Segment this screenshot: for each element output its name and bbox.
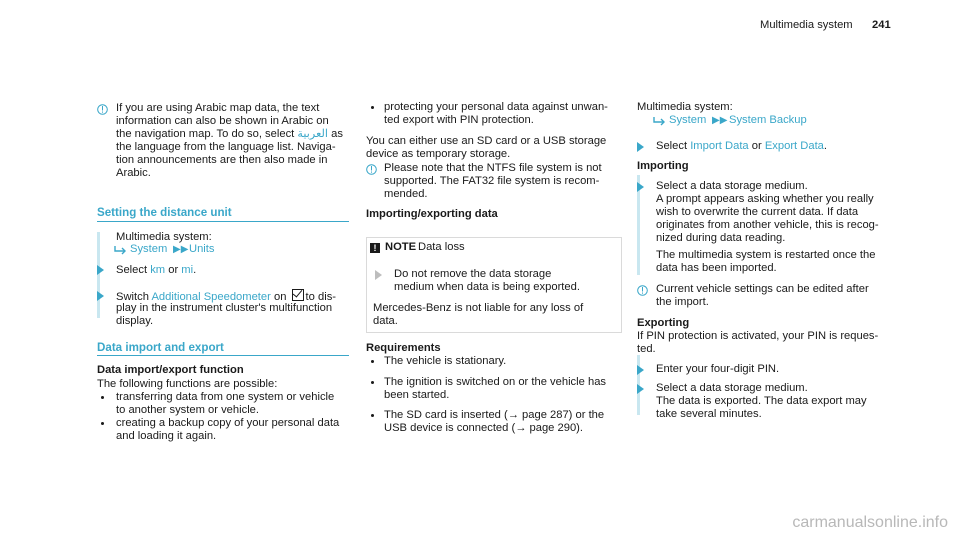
storage-text: You can either use an SD card or a USB storage	[366, 135, 607, 147]
section-rule	[97, 355, 349, 356]
path-system: System	[130, 243, 168, 255]
export-step-line: take several minutes.	[656, 408, 762, 420]
action-triangle-icon	[637, 384, 644, 394]
info-icon	[97, 104, 108, 115]
export-step-line: Select a data storage medium.	[656, 382, 808, 394]
import-step-line: originates from another vehicle, this is recog-	[656, 219, 879, 231]
double-chevron-icon: ▶▶	[712, 115, 728, 126]
header-title: Multimedia system	[760, 19, 853, 31]
arabic-option: العربية	[297, 128, 328, 140]
note-step-line: medium when data is being exported.	[394, 281, 580, 293]
menu-path-arrow-icon	[113, 245, 127, 255]
section-title-data-import: Data import and export	[97, 341, 224, 354]
export-step-line: Enter your four-digit PIN.	[656, 363, 780, 375]
bullet-text: to another system or vehicle.	[116, 404, 260, 416]
export-text-line: ted.	[637, 343, 656, 355]
subsection-title: Data import/export function	[97, 364, 244, 376]
bullet	[101, 422, 104, 425]
note-warning-icon: !	[370, 243, 380, 253]
requirement-text: The ignition is switched on or the vehicle has	[384, 376, 607, 388]
bullet-text: and loading it again.	[116, 430, 217, 442]
note-text-line: data.	[373, 315, 398, 327]
info-text-line: Arabic.	[116, 167, 151, 179]
double-chevron-icon: ▶▶	[173, 244, 189, 255]
requirement-text: The SD card is inserted (→ page 287) or the	[384, 409, 605, 421]
export-step-line: The data is exported. The data export may	[656, 395, 867, 407]
info-text-line: the navigation map. To do so, select العربية as	[116, 128, 343, 140]
info-text-line: tion announcements are then also made in	[116, 154, 328, 166]
step-switch-speedometer: Switch Additional Speedometer on to dis-	[116, 291, 337, 303]
km-option: km	[150, 264, 166, 276]
path-system: System	[669, 114, 707, 126]
requirement-text: USB device is connected (→ page 290).	[384, 422, 583, 434]
checkbox-checked-icon	[292, 289, 304, 301]
export-data-option: Export Data	[764, 140, 824, 152]
info-text-line: If you are using Arabic map data, the text	[116, 102, 320, 114]
note-text-line: Mercedes-Benz is not liable for any loss of	[373, 302, 584, 314]
path-units: Units	[189, 243, 215, 255]
info-text-line: mended.	[384, 188, 428, 200]
info-text-line: Please note that the NTFS file system is not	[384, 162, 602, 174]
bullet	[371, 360, 374, 363]
bullet-text: transferring data from one system or vehicle	[116, 391, 335, 403]
info-text-line: the import.	[656, 296, 709, 308]
info-text-line: information can also be shown in Arabic on	[116, 115, 329, 127]
subsection-title: Importing/exporting data	[366, 208, 498, 220]
requirements-title: Requirements	[366, 342, 441, 354]
info-icon	[637, 285, 648, 296]
path-system-backup: System Backup	[729, 114, 807, 126]
exporting-title: Exporting	[637, 317, 690, 329]
section-title-distance: Setting the distance unit	[97, 206, 232, 219]
section-rule	[97, 221, 349, 222]
steps-bar	[97, 232, 100, 318]
bullet	[371, 381, 374, 384]
bullet	[371, 106, 374, 109]
mi-option: mi	[181, 264, 194, 276]
step-text-line: display.	[116, 315, 154, 327]
note-label: NOTE	[385, 241, 417, 253]
step-select-unit: Select km or mi.	[116, 264, 197, 276]
export-text-line: If PIN protection is activated, your PIN is reques-	[637, 330, 879, 342]
import-step-line: nized during data reading.	[656, 232, 786, 244]
info-text-line: Current vehicle settings can be edited after	[656, 283, 869, 295]
info-text-line: supported. The FAT32 file system is recom-	[384, 175, 600, 187]
bullet	[371, 414, 374, 417]
import-step-line: Select a data storage medium.	[656, 180, 808, 192]
bullet	[101, 396, 104, 399]
menu-path-arrow-icon	[652, 116, 666, 126]
import-step-line: The multimedia system is restarted once the	[656, 249, 876, 261]
import-step-line: wish to overwrite the current data. If data	[656, 206, 859, 218]
info-text-line: the language from the language list. Naviga-	[116, 141, 336, 153]
importing-title: Importing	[637, 160, 689, 172]
note-title: Data loss	[418, 241, 465, 253]
bullet-text: protecting your personal data against unwan-	[384, 101, 608, 113]
bullet-text: ted export with PIN protection.	[384, 114, 534, 126]
action-triangle-icon	[375, 270, 382, 280]
action-triangle-icon	[637, 365, 644, 375]
watermark: carmanualsonline.info	[792, 513, 948, 531]
action-triangle-icon	[637, 182, 644, 192]
step-select-import-export: Select Import Data or Export Data.	[656, 140, 828, 152]
intro-text: The following functions are possible:	[97, 378, 278, 390]
step-text-line: play in the instrument cluster's multifunction	[116, 302, 333, 314]
import-step-line: A prompt appears asking whether you really	[656, 193, 874, 205]
action-triangle-icon	[97, 291, 104, 301]
path-intro: Multimedia system:	[116, 231, 212, 243]
action-triangle-icon	[637, 142, 644, 152]
note-step-line: Do not remove the data storage	[394, 268, 552, 280]
import-step-line: data has been imported.	[656, 262, 777, 274]
storage-text: device as temporary storage.	[366, 148, 511, 160]
action-triangle-icon	[97, 265, 104, 275]
additional-speedometer-option: Additional Speedometer	[151, 291, 271, 303]
import-data-option: Import Data	[690, 140, 749, 152]
requirement-text: The vehicle is stationary.	[384, 355, 507, 367]
path-intro: Multimedia system:	[637, 101, 733, 113]
bullet-text: creating a backup copy of your personal data	[116, 417, 340, 429]
requirement-text: been started.	[384, 389, 450, 401]
info-icon	[366, 164, 377, 175]
page-number: 241	[872, 19, 891, 31]
